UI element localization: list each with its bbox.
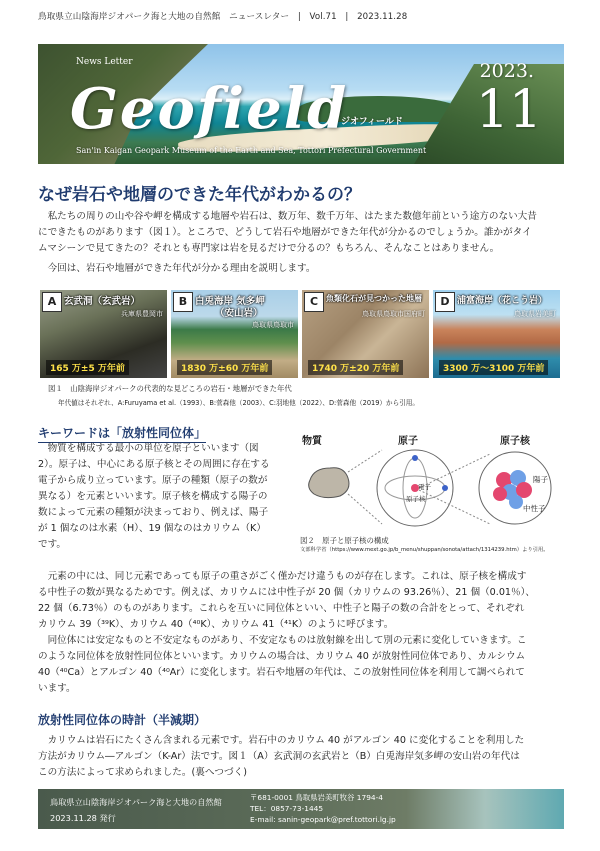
figure1-source: 年代値はそれぞれ、A:Furuyama et al.（1993）、B:菅森他（2003）、C:羽地他（2022）、D:菅森他（2019）から引用。 (58, 399, 419, 407)
figure1-caption: 図１ 山陰海岸ジオパークの代表的な見どころの岩石・地層ができた年代 (48, 384, 292, 393)
photo-label: B (173, 292, 193, 312)
photo-genbudo (40, 290, 167, 378)
text-line: 異なる）を元素といいます。原子核を構成する陽子の (38, 491, 268, 502)
issue-month: 11 (475, 80, 542, 140)
zoom-line-top (348, 450, 382, 472)
label-substance: 物質 (302, 436, 322, 447)
text-line: 電子から成り立っています。原子の種類（原子の数が (38, 475, 268, 486)
atom-label-electron: 電子 (418, 483, 431, 491)
photo-hakuto-kedamisaki (171, 290, 298, 378)
photo-location: 鳥取県鳥取市国府町 (362, 310, 425, 318)
photo-name: 浦富海岸（花こう岩） (457, 296, 548, 306)
rock-icon (309, 468, 349, 498)
text-line: 22 個（6.73％）のものがあります。これらを互いに同位体といい、中性子と陽子の数の合計をとって、それぞれ (38, 603, 525, 614)
electron-dot (442, 485, 448, 491)
masthead-kana: ジオフィールド (341, 117, 403, 127)
newsletter-label: News Letter (76, 57, 133, 67)
text-line: 同位体には安定なものと不安定なものがあり、不安定なものは放射線を出して別の元素に変化していきます。こ (38, 635, 527, 646)
masthead-title: Geofield (70, 76, 349, 142)
figure1-photos (40, 290, 560, 378)
text-line: います。 (38, 683, 76, 694)
photo-name-rock: （安山岩） (215, 308, 263, 319)
text-line: 元素の中には、同じ元素であっても原子の重さがごく僅かだけ違うものが存在します。これは、原子核を構成す (38, 571, 527, 582)
photo-name: 白兎海岸 気多岬 (195, 296, 265, 307)
figure2-caption: 図２ 原子と原子核の構成 (300, 536, 389, 545)
proton-ball (493, 487, 507, 501)
atom-diagram (300, 432, 564, 532)
text-line: 2）。原子は、中心にある原子核とその周囲に存在する (38, 459, 270, 470)
label-proton: 陽子 (533, 475, 548, 484)
footer-bar (38, 789, 564, 829)
electron-dot (412, 455, 418, 461)
footer-issue-date: 2023.11.28 発行 (50, 813, 116, 823)
section-heading-isotope: キーワードは「放射性同位体」 (38, 424, 206, 443)
photo-name: 魚類化石が見つかった地層 (326, 294, 422, 303)
zoom-line-bottom (348, 494, 382, 524)
text-line: 物質を構成する最小の単位を原子といいます（図 (38, 443, 259, 454)
text-line: カリウム 39（³⁹K）、カリウム 40（⁴⁰K）、カリウム 41（⁴¹K）のように呼びます。 (38, 619, 394, 630)
intro-line: ムマシーンで見てきたの？それとも専門家は岩を見るだけで分るの？もちろん、そんなことはありません。 (38, 243, 500, 254)
atom-label-nucleus: 原子核 (406, 495, 426, 503)
photo-age: 165 万±5 万年前 (46, 360, 129, 375)
section1-left-text (38, 441, 290, 553)
text-line: カリウムは岩石にたくさん含まれる元素です。岩石中のカリウム 40 がアルゴン 40 に変化することを利用した (38, 735, 525, 746)
photo-location: 兵庫県豊岡市 (121, 310, 163, 318)
text-line: 数によって元素の種類が決まっており、例えば、陽子 (38, 507, 269, 518)
issue-year: 2023. (479, 60, 534, 82)
intro-line: 私たちの周りの山や谷や岬を構成する地層や岩石は、数万年、数千万年、はたまた数億年前という途方のない大昔 (38, 211, 537, 222)
photo-label: D (435, 292, 455, 312)
masthead-banner (38, 44, 564, 164)
atom-diagram-graphic (300, 432, 564, 532)
label-nucleus: 原子核 (500, 436, 530, 447)
section-heading-half-life: 放射性同位体の時計（半減期） (38, 713, 207, 727)
text-line: です。 (38, 539, 67, 550)
masthead-subtitle: San'in Kaigan Geopark Museum of the Earth and Sea, Tottori Prefectural Government (76, 146, 427, 155)
photo-age: 1740 万±20 万年前 (308, 360, 403, 375)
text-line: この方法によって求められました。(裏へつづく) (38, 767, 247, 778)
intro-line: にできたものがあります（図１）。ところで、どうして岩石や地層ができた年代が分かるのでしょうか。誰かがタイ (38, 227, 532, 238)
text-line: が 1 個なのは水素（H）、19 個なのはカリウム（K） (38, 523, 266, 534)
photo-uradome-coast (433, 290, 560, 378)
photo-age: 3300 万～3100 万年前 (439, 360, 548, 375)
footer-contact (250, 792, 396, 825)
photo-age: 1830 万±60 万年前 (177, 360, 272, 375)
text-line: 40（⁴⁰Ca）とアルゴン 40（⁴⁰Ar）に変化します。岩石や地層の年代は、この放射性同位体を利用して調べられて (38, 667, 525, 678)
photo-fossil-strata (302, 290, 429, 378)
footer-tel: TEL：0857-73-1445 (250, 804, 324, 813)
footer-address: 〒681-0001 鳥取県岩美町牧谷 1794-4 (250, 793, 383, 802)
text-line: る中性子の数が異なるためです。例えば、カリウムには中性子が 20 個（カリウムの 93.26％）、21 個（0.01％）、 (38, 587, 536, 598)
photo-label: A (42, 292, 62, 312)
newsletter-header-line: 鳥取県立山陰海岸ジオパーク海と大地の自然館 ニュースレター | Vol.71 | 2023.11.28 (38, 12, 408, 22)
footer-email[interactable]: E-mail: sanin-geopark@pref.tottori.lg.jp (250, 815, 396, 824)
photo-label: C (304, 292, 324, 312)
photo-name: 玄武洞（玄武岩） (64, 296, 141, 307)
photo-location: 鳥取県鳥取市 (252, 321, 294, 329)
footer-museum-name: 鳥取県立山陰海岸ジオパーク海と大地の自然館 (50, 797, 222, 807)
intro-line: 今回は、岩石や地層ができた年代が分かる理由を説明します。 (38, 263, 316, 274)
text-line: のような同位体を放射性同位体といいます。カリウムの場合は、カリウム 40 が放射性同位体であり、カルシウム (38, 651, 526, 662)
article-title: なぜ岩石や地層のできた年代がわかるの？ (38, 185, 361, 205)
neutron-ball (509, 495, 523, 509)
photo-location: 鳥取県岩美町 (514, 310, 556, 318)
figure2-source: 文部科学省（https://www.mext.go.jp/b_menu/shuppan/sonota/attach/1314239.htm）より引用。 (300, 547, 549, 553)
label-atom: 原子 (398, 436, 418, 447)
text-line: 方法がカリウム―アルゴン（K-Ar）法です。図１（A）玄武洞の玄武岩と（B）白兎海岸気多岬の安山岩の年代は (38, 751, 520, 762)
label-neutron: 中性子 (523, 504, 546, 513)
